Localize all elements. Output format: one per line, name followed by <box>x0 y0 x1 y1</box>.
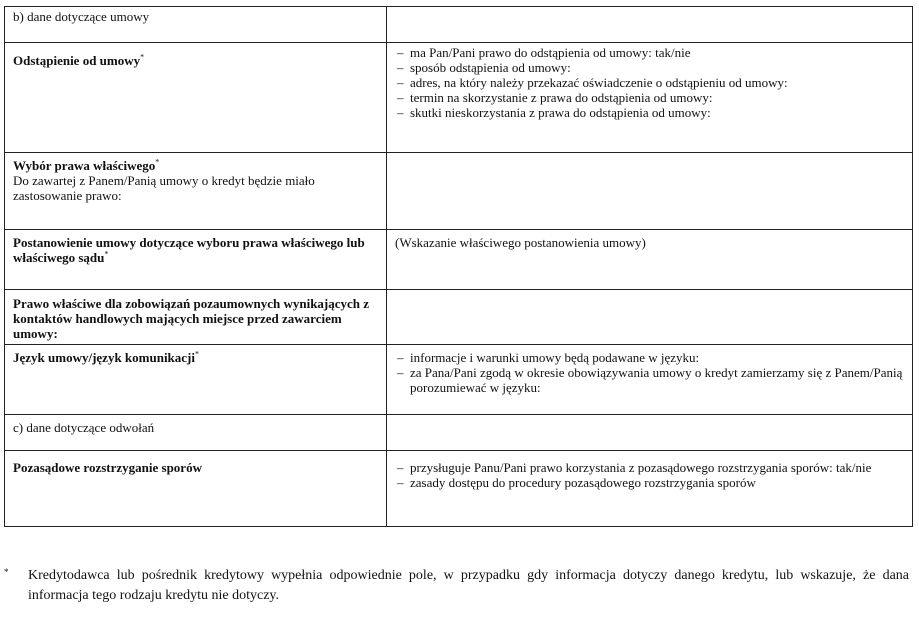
empty-cell <box>387 290 913 345</box>
row-title: Odstąpienie od umowy <box>13 53 141 68</box>
dash-list <box>395 460 904 490</box>
list-item: – skutki nieskorzystania z prawa do odstąpienia od umowy: <box>395 105 904 120</box>
footnote-mark: * <box>104 249 109 259</box>
table-row <box>5 153 913 230</box>
footnote-text: Kredytodawca lub pośrednik kredytowy wypełnia odpowiednie pole, w przypadku gdy informacja dotyczy danego kredytu, lub wskazuje, że dana informacja tego rodzaju kredytu nie dotyczy. <box>28 568 909 603</box>
row-title-cell <box>5 290 387 345</box>
table-row <box>5 451 913 527</box>
table-row <box>5 43 913 153</box>
row-title: Postanowienie umowy dotyczące wyboru prawa właściwego lub właściwego sądu <box>13 235 365 265</box>
row-title: Język umowy/język komunikacji <box>13 350 195 365</box>
row-title: Pozasądowe rozstrzyganie sporów <box>13 460 202 475</box>
section-label: c) dane dotyczące odwołań <box>5 415 387 451</box>
table-row <box>5 290 913 345</box>
row-title-cell <box>5 451 387 527</box>
row-title-cell <box>5 43 387 153</box>
empty-cell <box>387 415 913 451</box>
dash-list <box>395 45 904 120</box>
empty-cell <box>387 153 913 230</box>
row-content-cell <box>387 43 913 153</box>
footnote-mark: * <box>155 157 160 167</box>
list-item: – informacje i warunki umowy będą podawane w języku: <box>395 350 904 365</box>
section-label: b) dane dotyczące umowy <box>5 7 387 43</box>
list-item: – sposób odstąpienia od umowy: <box>395 60 904 75</box>
footnote-mark: * <box>140 52 145 62</box>
list-item: – ma Pan/Pani prawo do odstąpienia od umowy: tak/nie <box>395 45 904 60</box>
table-row <box>5 7 913 43</box>
table-row <box>5 415 913 451</box>
row-content-cell: (Wskazanie właściwego postanowienia umowy) <box>387 230 913 290</box>
list-item: – za Pana/Pani zgodą w okresie obowiązywania umowy o kredyt zamierzamy się z Panem/Panią porozumiewać w języku: <box>395 365 904 395</box>
row-title-cell <box>5 230 387 290</box>
row-title-cell <box>5 345 387 415</box>
row-content-cell <box>387 345 913 415</box>
empty-cell <box>387 7 913 43</box>
list-item: – zasady dostępu do procedury pozasądowego rozstrzygania sporów <box>395 475 904 490</box>
row-title-cell <box>5 153 387 230</box>
list-item: – przysługuje Panu/Pani prawo korzystania z pozasądowego rozstrzygania sporów: tak/nie <box>395 460 904 475</box>
table-row <box>5 230 913 290</box>
footnote <box>4 566 909 606</box>
row-subtext: Do zawartej z Panem/Panią umowy o kredyt będzie miało zastosowanie prawo: <box>13 173 315 203</box>
row-content-cell <box>387 451 913 527</box>
list-item: – adres, na który należy przekazać oświadczenie o odstąpieniu od umowy: <box>395 75 904 90</box>
footnote-mark: * <box>4 567 9 577</box>
row-title: Prawo właściwe dla zobowiązań pozaumownych wynikających z kontaktów handlowych mających miejsce przed zawarciem umowy: <box>13 296 370 341</box>
info-table <box>4 6 913 527</box>
table-row <box>5 345 913 415</box>
dash-list <box>395 350 904 395</box>
footnote-mark: * <box>195 349 199 359</box>
row-title: Wybór prawa właściwego <box>13 158 156 173</box>
list-item: – termin na skorzystanie z prawa do odstąpienia od umowy: <box>395 90 904 105</box>
